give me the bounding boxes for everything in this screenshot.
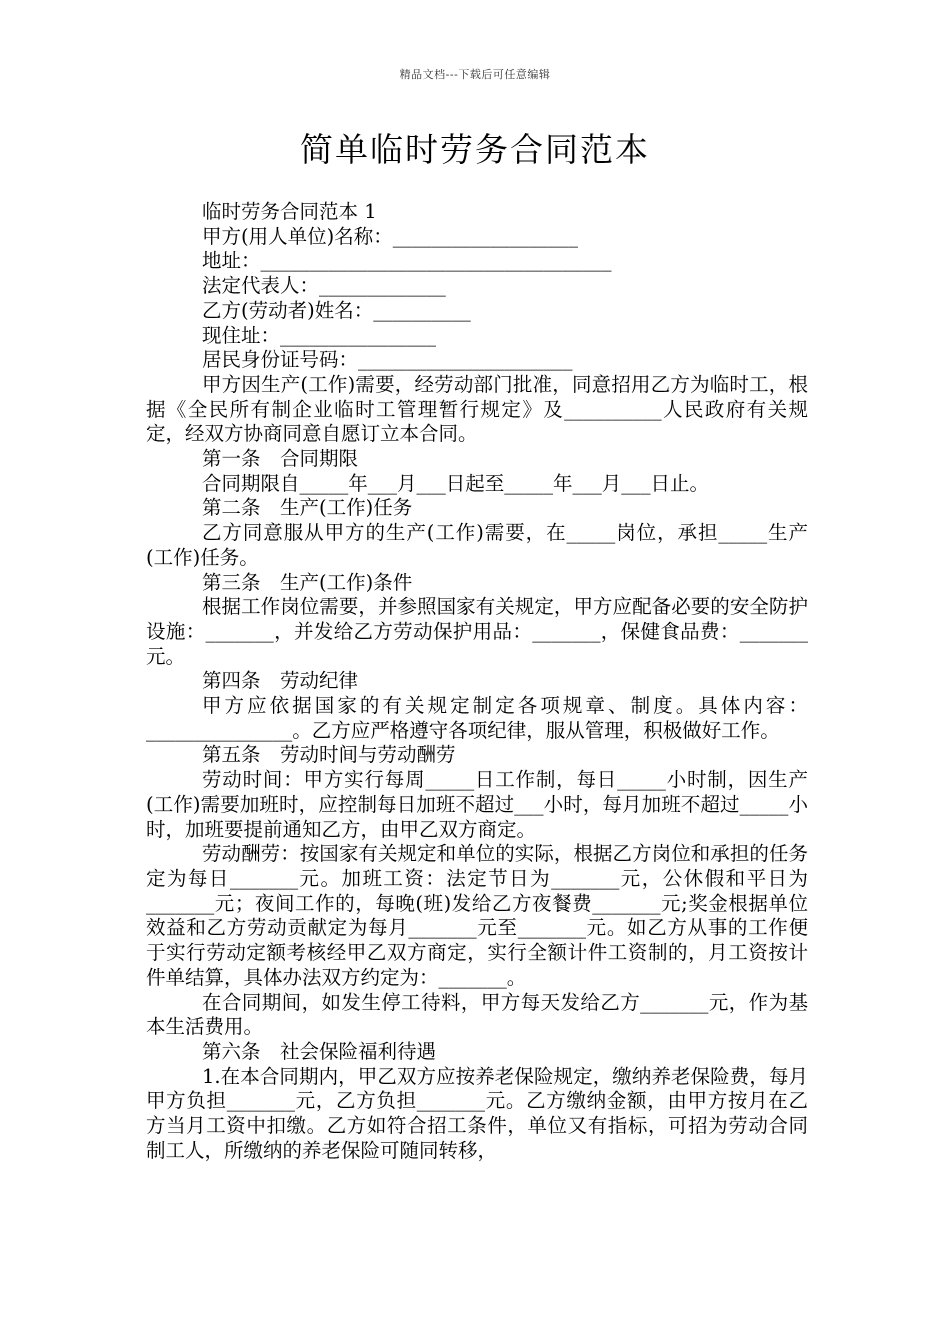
paragraph: 乙方(劳动者)姓名：__________	[202, 298, 471, 322]
paragraph: 第二条 生产(工作)任务	[202, 496, 413, 520]
paragraph: 劳动酬劳：按国家有关规定和单位的实际，根据乙方岗位和承担的任务定为每日_______元。加班工资：法定节日为_______元，公休假和平日为_______元；夜间工作的，每晚(班)发给乙方夜餐费_______元;奖金根据单位效益和乙方劳动贡献定为每月_______元至_______元。如乙方从事的工作便于实行劳动定额考核经甲乙双方商定，实行全额计件工资制的，月工资按计件单结算，具体办法双方约定为：_______。	[146, 842, 808, 989]
paragraph: 劳动时间：甲方实行每周_____日工作制，每日_____小时制，因生产(工作)需要加班时，应控制每日加班不超过___小时，每月加班不超过_____小时，加班要提前通知乙方，由甲乙双方商定。	[146, 768, 808, 841]
paragraph: 地址：____________________________________	[202, 249, 612, 273]
paragraph: 现住址：________________	[202, 323, 437, 347]
paragraph: 甲方(用人单位)名称：___________________	[202, 224, 578, 248]
paragraph: 甲方应依据国家的有关规定制定各项规章、制度。具体内容：_______________。乙方应严格遵守各项纪律，服从管理，积极做好工作。	[146, 694, 808, 742]
document-title: 简单临时劳务合同范本	[300, 130, 650, 169]
paragraph: 在合同期间，如发生停工待料，甲方每天发给乙方_______元，作为基本生活费用。	[146, 990, 808, 1039]
paragraph: 第五条 劳动时间与劳动酬劳	[202, 743, 456, 767]
header-note: 精品文档---下载后可任意编辑	[399, 68, 551, 81]
paragraph: 合同期限自_____年___月___日起至_____年___月___日止。	[202, 471, 710, 495]
paragraph: 法定代表人：_____________	[202, 274, 446, 298]
paragraph: 乙方同意服从甲方的生产(工作)需要，在_____岗位，承担_____生产(工作)任务。	[146, 521, 808, 569]
paragraph: 甲方因生产(工作)需要，经劳动部门批准，同意招用乙方为临时工，根据《全民所有制企业临时工管理暂行规定》及__________人民政府有关规定，经双方协商同意自愿订立本合同。	[146, 372, 808, 446]
document-body	[146, 200, 808, 1163]
paragraph: 第四条 劳动纪律	[202, 669, 359, 693]
paragraph: 第一条 合同期限	[202, 447, 359, 471]
paragraph: 居民身份证号码：______________________	[202, 348, 573, 372]
paragraph: 第三条 生产(工作)条件	[202, 570, 413, 594]
paragraph: 临时劳务合同范本 1	[202, 200, 377, 223]
paragraph: 1.在本合同期内，甲乙双方应按养老保险规定，缴纳养老保险费，每月甲方负担_______元，乙方负担_______元。乙方缴纳金额，由甲方按月在乙方当月工资中扣缴。乙方如符合招工条件，单位又有指标，可招为劳动合同制工人，所缴纳的养老保险可随同转移，	[146, 1064, 808, 1162]
paragraph: 根据工作岗位需要，并参照国家有关规定，甲方应配备必要的安全防护设施：_______，并发给乙方劳动保护用品：_______，保健食品费：_______元。	[146, 595, 808, 668]
paragraph: 第六条 社会保险福利待遇	[202, 1039, 437, 1063]
